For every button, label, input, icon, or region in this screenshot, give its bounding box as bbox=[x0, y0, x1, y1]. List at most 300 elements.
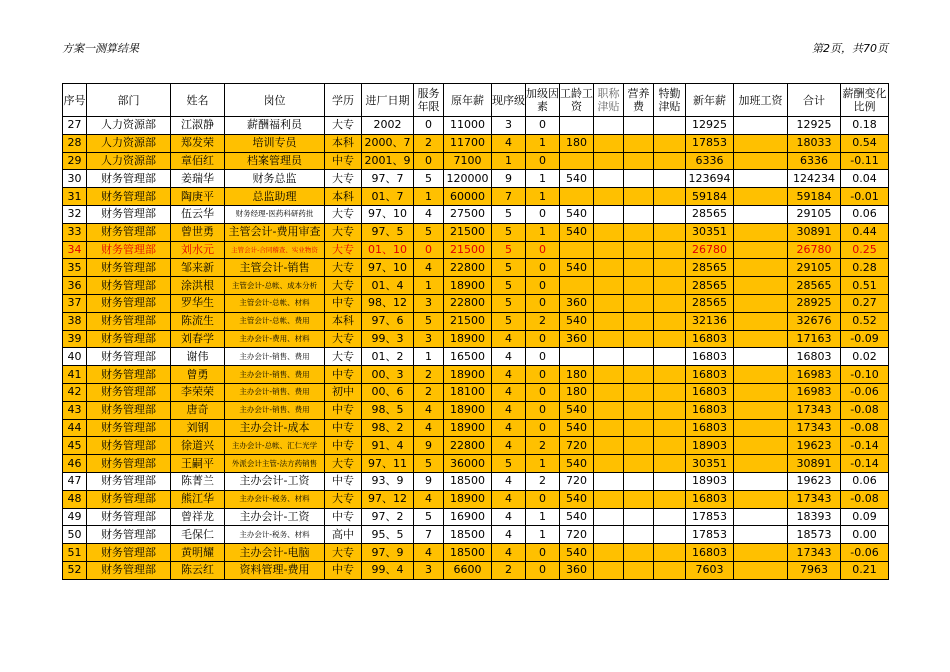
title-allowance-cell bbox=[594, 277, 624, 295]
add-factor-cell: 0 bbox=[526, 277, 560, 295]
join-date-cell: 97、5 bbox=[362, 223, 414, 241]
total-cell: 29105 bbox=[788, 259, 841, 277]
overtime-pay-cell bbox=[734, 330, 788, 348]
nutrition-fee-cell bbox=[624, 117, 654, 135]
col-header: 新年薪 bbox=[686, 84, 734, 117]
position-cell: 主办会计-总帐、汇仁光学 bbox=[225, 437, 325, 455]
position-cell: 资料管理-费用 bbox=[225, 561, 325, 579]
level-cell: 5 bbox=[492, 277, 526, 295]
col-header: 岗位 bbox=[225, 84, 325, 117]
seniority-pay-cell bbox=[560, 241, 594, 259]
new-salary-cell: 18903 bbox=[686, 437, 734, 455]
title-allowance-cell bbox=[594, 526, 624, 544]
total-cell: 16983 bbox=[788, 383, 841, 401]
nutrition-fee-cell bbox=[624, 508, 654, 526]
table-row bbox=[63, 259, 889, 277]
department-cell: 财务管理部 bbox=[87, 472, 171, 490]
name-cell: 陈云红 bbox=[171, 561, 225, 579]
row-number: 49 bbox=[63, 508, 87, 526]
old-salary-cell: 11700 bbox=[444, 134, 492, 152]
position-cell: 培训专员 bbox=[225, 134, 325, 152]
name-cell: 涂洪根 bbox=[171, 277, 225, 295]
total-cell: 18033 bbox=[788, 134, 841, 152]
new-salary-cell: 16803 bbox=[686, 383, 734, 401]
old-salary-cell: 18500 bbox=[444, 472, 492, 490]
old-salary-cell: 18900 bbox=[444, 401, 492, 419]
join-date-cell: 00、3 bbox=[362, 366, 414, 384]
department-cell: 财务管理部 bbox=[87, 277, 171, 295]
title-allowance-cell bbox=[594, 241, 624, 259]
old-salary-cell: 22800 bbox=[444, 259, 492, 277]
seniority-pay-cell bbox=[560, 277, 594, 295]
level-cell: 5 bbox=[492, 455, 526, 473]
row-number: 39 bbox=[63, 330, 87, 348]
overtime-pay-cell bbox=[734, 544, 788, 562]
service-years-cell: 0 bbox=[414, 241, 444, 259]
level-cell: 5 bbox=[492, 205, 526, 223]
total-cell: 16803 bbox=[788, 348, 841, 366]
col-header: 营养费 bbox=[624, 84, 654, 117]
table-row bbox=[63, 419, 889, 437]
department-cell: 财务管理部 bbox=[87, 526, 171, 544]
table-header-row bbox=[63, 84, 889, 117]
special-allowance-cell bbox=[654, 223, 686, 241]
title-allowance-cell bbox=[594, 348, 624, 366]
service-years-cell: 1 bbox=[414, 348, 444, 366]
old-salary-cell: 21500 bbox=[444, 223, 492, 241]
education-cell: 大专 bbox=[325, 223, 362, 241]
join-date-cell: 99、3 bbox=[362, 330, 414, 348]
table-row bbox=[63, 205, 889, 223]
join-date-cell: 2001、9 bbox=[362, 152, 414, 170]
add-factor-cell: 0 bbox=[526, 490, 560, 508]
add-factor-cell: 2 bbox=[526, 437, 560, 455]
row-number: 32 bbox=[63, 205, 87, 223]
nutrition-fee-cell bbox=[624, 205, 654, 223]
col-header: 部门 bbox=[87, 84, 171, 117]
service-years-cell: 0 bbox=[414, 117, 444, 135]
service-years-cell: 1 bbox=[414, 188, 444, 206]
title-allowance-cell bbox=[594, 508, 624, 526]
level-cell: 1 bbox=[492, 152, 526, 170]
title-allowance-cell bbox=[594, 223, 624, 241]
education-cell: 大专 bbox=[325, 241, 362, 259]
nutrition-fee-cell bbox=[624, 419, 654, 437]
old-salary-cell: 18900 bbox=[444, 419, 492, 437]
overtime-pay-cell bbox=[734, 526, 788, 544]
seniority-pay-cell: 540 bbox=[560, 544, 594, 562]
name-cell: 陈菁兰 bbox=[171, 472, 225, 490]
name-cell: 刘钢 bbox=[171, 419, 225, 437]
col-header: 加级因素 bbox=[526, 84, 560, 117]
total-cell: 17343 bbox=[788, 490, 841, 508]
service-years-cell: 2 bbox=[414, 366, 444, 384]
col-header: 职称津贴 bbox=[594, 84, 624, 117]
overtime-pay-cell bbox=[734, 277, 788, 295]
seniority-pay-cell: 540 bbox=[560, 401, 594, 419]
new-salary-cell: 18903 bbox=[686, 472, 734, 490]
total-cell: 124234 bbox=[788, 170, 841, 188]
table-row bbox=[63, 312, 889, 330]
table-row bbox=[63, 241, 889, 259]
position-cell: 主办会计-工资 bbox=[225, 472, 325, 490]
title-allowance-cell bbox=[594, 330, 624, 348]
change-ratio-cell: -0.06 bbox=[841, 383, 889, 401]
join-date-cell: 97、9 bbox=[362, 544, 414, 562]
service-years-cell: 4 bbox=[414, 419, 444, 437]
special-allowance-cell bbox=[654, 366, 686, 384]
row-number: 34 bbox=[63, 241, 87, 259]
service-years-cell: 7 bbox=[414, 526, 444, 544]
salary-table bbox=[62, 83, 889, 580]
position-cell: 主管会计-总帐、材料 bbox=[225, 294, 325, 312]
col-header: 薪酬变化比例 bbox=[841, 84, 889, 117]
add-factor-cell: 0 bbox=[526, 152, 560, 170]
change-ratio-cell: 0.04 bbox=[841, 170, 889, 188]
department-cell: 财务管理部 bbox=[87, 544, 171, 562]
old-salary-cell: 18500 bbox=[444, 544, 492, 562]
total-cell: 16983 bbox=[788, 366, 841, 384]
old-salary-cell: 21500 bbox=[444, 241, 492, 259]
title-allowance-cell bbox=[594, 437, 624, 455]
total-cell: 17343 bbox=[788, 544, 841, 562]
name-cell: 邹来新 bbox=[171, 259, 225, 277]
level-cell: 4 bbox=[492, 401, 526, 419]
level-cell: 3 bbox=[492, 117, 526, 135]
col-header: 序号 bbox=[63, 84, 87, 117]
level-cell: 5 bbox=[492, 241, 526, 259]
seniority-pay-cell: 720 bbox=[560, 526, 594, 544]
position-cell: 薪酬福利员 bbox=[225, 117, 325, 135]
change-ratio-cell: -0.01 bbox=[841, 188, 889, 206]
add-factor-cell: 0 bbox=[526, 259, 560, 277]
col-header: 姓名 bbox=[171, 84, 225, 117]
education-cell: 大专 bbox=[325, 259, 362, 277]
level-cell: 2 bbox=[492, 561, 526, 579]
title-allowance-cell bbox=[594, 205, 624, 223]
change-ratio-cell: 0.18 bbox=[841, 117, 889, 135]
special-allowance-cell bbox=[654, 401, 686, 419]
nutrition-fee-cell bbox=[624, 490, 654, 508]
new-salary-cell: 17853 bbox=[686, 508, 734, 526]
change-ratio-cell: -0.10 bbox=[841, 366, 889, 384]
department-cell: 财务管理部 bbox=[87, 259, 171, 277]
position-cell: 主办会计-工资 bbox=[225, 508, 325, 526]
new-salary-cell: 16803 bbox=[686, 401, 734, 419]
new-salary-cell: 16803 bbox=[686, 348, 734, 366]
seniority-pay-cell: 180 bbox=[560, 366, 594, 384]
position-cell: 主办会计-电脑 bbox=[225, 544, 325, 562]
seniority-pay-cell: 540 bbox=[560, 205, 594, 223]
new-salary-cell: 16803 bbox=[686, 490, 734, 508]
table-row bbox=[63, 170, 889, 188]
seniority-pay-cell: 540 bbox=[560, 312, 594, 330]
level-cell: 4 bbox=[492, 437, 526, 455]
add-factor-cell: 0 bbox=[526, 117, 560, 135]
new-salary-cell: 30351 bbox=[686, 223, 734, 241]
overtime-pay-cell bbox=[734, 294, 788, 312]
position-cell: 主办会计-销售、费用 bbox=[225, 383, 325, 401]
nutrition-fee-cell bbox=[624, 241, 654, 259]
nutrition-fee-cell bbox=[624, 152, 654, 170]
service-years-cell: 3 bbox=[414, 330, 444, 348]
seniority-pay-cell: 540 bbox=[560, 455, 594, 473]
nutrition-fee-cell bbox=[624, 134, 654, 152]
new-salary-cell: 16803 bbox=[686, 366, 734, 384]
title-allowance-cell bbox=[594, 152, 624, 170]
title-allowance-cell bbox=[594, 117, 624, 135]
table-row bbox=[63, 401, 889, 419]
name-cell: 熊江华 bbox=[171, 490, 225, 508]
education-cell: 本科 bbox=[325, 312, 362, 330]
service-years-cell: 5 bbox=[414, 455, 444, 473]
level-cell: 4 bbox=[492, 134, 526, 152]
service-years-cell: 4 bbox=[414, 401, 444, 419]
old-salary-cell: 21500 bbox=[444, 312, 492, 330]
title-allowance-cell bbox=[594, 455, 624, 473]
old-salary-cell: 18900 bbox=[444, 366, 492, 384]
education-cell: 高中 bbox=[325, 526, 362, 544]
special-allowance-cell bbox=[654, 134, 686, 152]
position-cell: 主管会计-费用审查 bbox=[225, 223, 325, 241]
add-factor-cell: 1 bbox=[526, 170, 560, 188]
education-cell: 中专 bbox=[325, 152, 362, 170]
new-salary-cell: 28565 bbox=[686, 277, 734, 295]
total-cell: 18393 bbox=[788, 508, 841, 526]
join-date-cell: 93、9 bbox=[362, 472, 414, 490]
join-date-cell: 98、5 bbox=[362, 401, 414, 419]
level-cell: 4 bbox=[492, 544, 526, 562]
service-years-cell: 9 bbox=[414, 472, 444, 490]
change-ratio-cell: 0.21 bbox=[841, 561, 889, 579]
special-allowance-cell bbox=[654, 490, 686, 508]
title-allowance-cell bbox=[594, 170, 624, 188]
special-allowance-cell bbox=[654, 241, 686, 259]
special-allowance-cell bbox=[654, 294, 686, 312]
name-cell: 徐道兴 bbox=[171, 437, 225, 455]
special-allowance-cell bbox=[654, 117, 686, 135]
table-row bbox=[63, 188, 889, 206]
level-cell: 4 bbox=[492, 508, 526, 526]
old-salary-cell: 18100 bbox=[444, 383, 492, 401]
add-factor-cell: 1 bbox=[526, 134, 560, 152]
col-header: 特勤津贴 bbox=[654, 84, 686, 117]
overtime-pay-cell bbox=[734, 508, 788, 526]
position-cell: 财务经理-医药科研药批 bbox=[225, 205, 325, 223]
title-allowance-cell bbox=[594, 188, 624, 206]
change-ratio-cell: 0.25 bbox=[841, 241, 889, 259]
add-factor-cell: 0 bbox=[526, 383, 560, 401]
row-number: 45 bbox=[63, 437, 87, 455]
table-row bbox=[63, 472, 889, 490]
total-cell: 30891 bbox=[788, 223, 841, 241]
name-cell: 王嗣平 bbox=[171, 455, 225, 473]
seniority-pay-cell bbox=[560, 152, 594, 170]
service-years-cell: 5 bbox=[414, 508, 444, 526]
table-row bbox=[63, 437, 889, 455]
table-row bbox=[63, 152, 889, 170]
row-number: 52 bbox=[63, 561, 87, 579]
row-number: 35 bbox=[63, 259, 87, 277]
title-allowance-cell bbox=[594, 294, 624, 312]
name-cell: 陈流生 bbox=[171, 312, 225, 330]
add-factor-cell: 1 bbox=[526, 223, 560, 241]
row-number: 43 bbox=[63, 401, 87, 419]
level-cell: 5 bbox=[492, 312, 526, 330]
special-allowance-cell bbox=[654, 205, 686, 223]
row-number: 30 bbox=[63, 170, 87, 188]
department-cell: 财务管理部 bbox=[87, 294, 171, 312]
education-cell: 大专 bbox=[325, 170, 362, 188]
row-number: 48 bbox=[63, 490, 87, 508]
education-cell: 大专 bbox=[325, 490, 362, 508]
position-cell: 主办会计-销售、费用 bbox=[225, 348, 325, 366]
new-salary-cell: 16803 bbox=[686, 544, 734, 562]
special-allowance-cell bbox=[654, 170, 686, 188]
new-salary-cell: 28565 bbox=[686, 294, 734, 312]
nutrition-fee-cell bbox=[624, 330, 654, 348]
nutrition-fee-cell bbox=[624, 472, 654, 490]
old-salary-cell: 11000 bbox=[444, 117, 492, 135]
change-ratio-cell: 0.27 bbox=[841, 294, 889, 312]
add-factor-cell: 1 bbox=[526, 526, 560, 544]
service-years-cell: 5 bbox=[414, 223, 444, 241]
col-header: 合计 bbox=[788, 84, 841, 117]
level-cell: 4 bbox=[492, 383, 526, 401]
change-ratio-cell: -0.08 bbox=[841, 401, 889, 419]
nutrition-fee-cell bbox=[624, 348, 654, 366]
special-allowance-cell bbox=[654, 152, 686, 170]
name-cell: 曾祥龙 bbox=[171, 508, 225, 526]
seniority-pay-cell: 540 bbox=[560, 223, 594, 241]
education-cell: 中专 bbox=[325, 401, 362, 419]
new-salary-cell: 16803 bbox=[686, 330, 734, 348]
position-cell: 主管会计-总帐、费用 bbox=[225, 312, 325, 330]
join-date-cell: 2002 bbox=[362, 117, 414, 135]
old-salary-cell: 18900 bbox=[444, 330, 492, 348]
level-cell: 5 bbox=[492, 294, 526, 312]
total-cell: 12925 bbox=[788, 117, 841, 135]
title-allowance-cell bbox=[594, 472, 624, 490]
table-row bbox=[63, 294, 889, 312]
special-allowance-cell bbox=[654, 437, 686, 455]
name-cell: 谢伟 bbox=[171, 348, 225, 366]
row-number: 31 bbox=[63, 188, 87, 206]
join-date-cell: 01、4 bbox=[362, 277, 414, 295]
education-cell: 初中 bbox=[325, 383, 362, 401]
old-salary-cell: 16500 bbox=[444, 348, 492, 366]
department-cell: 财务管理部 bbox=[87, 508, 171, 526]
level-cell: 4 bbox=[492, 472, 526, 490]
total-cell: 19623 bbox=[788, 472, 841, 490]
overtime-pay-cell bbox=[734, 170, 788, 188]
department-cell: 人力资源部 bbox=[87, 117, 171, 135]
position-cell: 主管会计-销售 bbox=[225, 259, 325, 277]
department-cell: 财务管理部 bbox=[87, 437, 171, 455]
department-cell: 财务管理部 bbox=[87, 188, 171, 206]
table-row bbox=[63, 544, 889, 562]
page-indicator: 第2页，共70页 bbox=[812, 42, 888, 55]
level-cell: 4 bbox=[492, 419, 526, 437]
name-cell: 毛保仁 bbox=[171, 526, 225, 544]
education-cell: 大专 bbox=[325, 117, 362, 135]
special-allowance-cell bbox=[654, 455, 686, 473]
department-cell: 财务管理部 bbox=[87, 205, 171, 223]
position-cell: 主管会计-总帐、成本分析 bbox=[225, 277, 325, 295]
title-allowance-cell bbox=[594, 366, 624, 384]
seniority-pay-cell: 360 bbox=[560, 330, 594, 348]
new-salary-cell: 7603 bbox=[686, 561, 734, 579]
add-factor-cell: 0 bbox=[526, 241, 560, 259]
education-cell: 中专 bbox=[325, 472, 362, 490]
overtime-pay-cell bbox=[734, 419, 788, 437]
add-factor-cell: 0 bbox=[526, 544, 560, 562]
name-cell: 姜瑞华 bbox=[171, 170, 225, 188]
position-cell: 总监助理 bbox=[225, 188, 325, 206]
overtime-pay-cell bbox=[734, 241, 788, 259]
education-cell: 中专 bbox=[325, 419, 362, 437]
table-row bbox=[63, 117, 889, 135]
total-cell: 26780 bbox=[788, 241, 841, 259]
seniority-pay-cell: 540 bbox=[560, 508, 594, 526]
service-years-cell: 0 bbox=[414, 152, 444, 170]
row-number: 28 bbox=[63, 134, 87, 152]
position-cell: 主办会计-销售、费用 bbox=[225, 401, 325, 419]
nutrition-fee-cell bbox=[624, 294, 654, 312]
title-allowance-cell bbox=[594, 383, 624, 401]
special-allowance-cell bbox=[654, 259, 686, 277]
special-allowance-cell bbox=[654, 561, 686, 579]
old-salary-cell: 16900 bbox=[444, 508, 492, 526]
service-years-cell: 2 bbox=[414, 383, 444, 401]
position-cell: 主办会计-税务、材料 bbox=[225, 526, 325, 544]
seniority-pay-cell: 540 bbox=[560, 259, 594, 277]
change-ratio-cell: -0.11 bbox=[841, 152, 889, 170]
table-row bbox=[63, 383, 889, 401]
change-ratio-cell: -0.06 bbox=[841, 544, 889, 562]
position-cell: 档案管理员 bbox=[225, 152, 325, 170]
position-cell: 外派会计主管-法方药销售 bbox=[225, 455, 325, 473]
title-allowance-cell bbox=[594, 561, 624, 579]
special-allowance-cell bbox=[654, 277, 686, 295]
nutrition-fee-cell bbox=[624, 383, 654, 401]
row-number: 29 bbox=[63, 152, 87, 170]
nutrition-fee-cell bbox=[624, 366, 654, 384]
overtime-pay-cell bbox=[734, 348, 788, 366]
add-factor-cell: 1 bbox=[526, 455, 560, 473]
overtime-pay-cell bbox=[734, 437, 788, 455]
join-date-cell: 98、12 bbox=[362, 294, 414, 312]
total-cell: 32676 bbox=[788, 312, 841, 330]
department-cell: 财务管理部 bbox=[87, 561, 171, 579]
join-date-cell: 01、2 bbox=[362, 348, 414, 366]
total-cell: 29105 bbox=[788, 205, 841, 223]
service-years-cell: 4 bbox=[414, 259, 444, 277]
col-header: 服务年限 bbox=[414, 84, 444, 117]
new-salary-cell: 123694 bbox=[686, 170, 734, 188]
special-allowance-cell bbox=[654, 330, 686, 348]
col-header: 学历 bbox=[325, 84, 362, 117]
name-cell: 罗华生 bbox=[171, 294, 225, 312]
seniority-pay-cell bbox=[560, 348, 594, 366]
add-factor-cell: 1 bbox=[526, 508, 560, 526]
education-cell: 本科 bbox=[325, 134, 362, 152]
title-allowance-cell bbox=[594, 312, 624, 330]
new-salary-cell: 26780 bbox=[686, 241, 734, 259]
department-cell: 财务管理部 bbox=[87, 383, 171, 401]
join-date-cell: 01、7 bbox=[362, 188, 414, 206]
join-date-cell: 91、4 bbox=[362, 437, 414, 455]
